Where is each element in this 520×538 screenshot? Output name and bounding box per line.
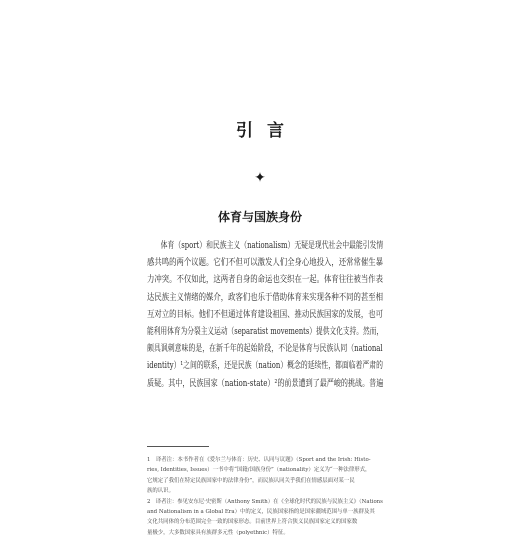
footnote-line: 量极少，大多数国家具有族群多元性（polyethnic）特征。 [147,529,289,536]
footnote-line: 它规定了我们在特定民族国家中的法律身份”，而民族认同关乎我们在情感层面对某一民 [147,477,355,484]
body-line: 力冲突。不仅如此，这两者自身的命运也交织在一起。体育往往被当作表 [147,274,383,286]
footnote-line: ries, Identities, Issues）一书中将“国籍/国族身份”（nationality）定义为“一种法律形式， [147,467,371,474]
body-line: identity）¹之间的联系，还是民族（nation）概念的延续性，都面临着严肃的 [147,360,383,372]
body-line: 能利用体育为分裂主义运动（separatist movements）提供文化支持。然而， [147,326,384,338]
chapter-title: 引言 [236,121,298,141]
section-title: 体育与国族身份 [217,210,302,224]
footnote-line: and Nationalism in a Global Era）中的定义，民族国家指的是国家疆域范围与单一族群及其 [147,509,375,516]
footnote-line: 1 译者注：本书作者在《爱尔兰与体育：历史、认同与议题》（Sport and the Irish: Histo- [147,457,371,463]
body-paragraph [147,237,383,392]
footnote-line: 2 译者注：参见安东尼·史密斯（Anthony Smith）在《全球化时代的民族与民族主义》（Nations [147,498,383,505]
footnotes [147,455,383,538]
body-line: 体育（sport）和民族主义（nationalism）无疑是现代社会中最能引发情 [147,240,384,251]
footnote-line: 文化共同体的分布范围完全一致的国家形态。目前世界上符合狭义民族国家定义的国家数 [147,519,358,526]
diamond-ornament-icon: ✦ [254,170,266,186]
body-line: 感共鸣的两个议题。它们不但可以激发人们全身心地投入，还常常催生暴 [147,257,383,269]
footnote-divider [147,446,209,447]
body-line: 质疑。其中，民族国家（nation-state）²的前景遭到了最严峻的挑战。普遍 [147,377,384,389]
body-line: 达民族主义情绪的媒介，政客们也乐于借助体育来实现各种不同的甚至相 [147,291,383,303]
body-line: 互对立的目标。他们不但通过体育建设祖国、推动民族国家的发展，也可 [147,308,383,320]
body-line: 颇具讽刺意味的是，在新千年的起始阶段，不论是体育与民族认同（national [147,343,383,355]
footnote-line: 族的认识。 [147,488,174,495]
